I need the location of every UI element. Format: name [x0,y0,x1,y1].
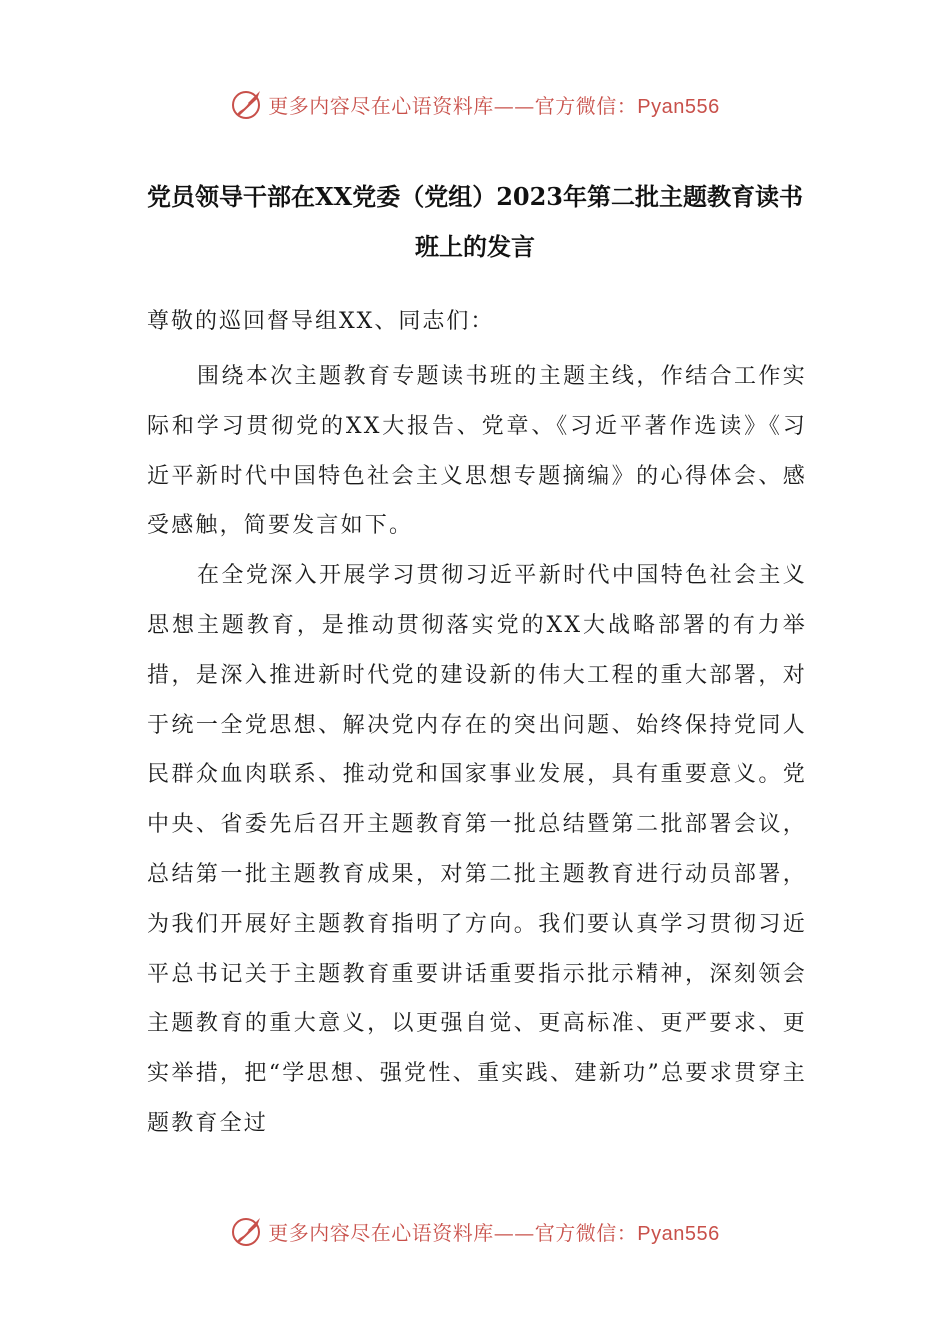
wechat-id: Pyan556 [637,95,720,118]
salutation: 尊敬的巡回督导组XX、同志们： [147,309,495,334]
paragraph: 在全党深入开展学习贯彻习近平新时代中国特色社会主义思想主题教育，是推动贯彻落实党的XX大战略部署的有力举措，是深入推进新时代党的建设新的伟大工程的重大部署，对于统一全党思想、解决党内存在的突出问题、始终保持党同人民群众血肉联系、推动党和国家事业发展，具有重要意义。党中央、省委先后召开主题教育第一批总结暨第二批部署会议，总结第一批主题教育成果，对第二批主题教育进行动员部署，为我们开展好主题教育指明了方向。我们要认真学习贯彻习近平总书记关于主题教育重要讲话重要指示批示精神，深刻领会主题教育的重大意义，以更强自觉、更高标准、更严要求、更实举措，把“学思想、强党性、重实践、建新功”总要求贯穿主题教育全过 [147,563,807,1136]
banner-text: 更多内容尽在心语资料库——官方微信：Pyan556 [268,93,720,118]
footer-banner [0,1211,950,1251]
paragraph: 围绕本次主题教育专题读书班的主题主线，作结合工作实际和学习贯彻党的XX大报告、党章、《习近平著作选读》《习近平新时代中国特色社会主义思想专题摘编》的心得体会、感受感触，简要发言如下。 [147,364,807,539]
quill-logo-icon [230,1214,264,1248]
header-banner [0,84,950,124]
quill-logo-icon [230,87,264,121]
banner-text: 更多内容尽在心语资料库——官方微信：Pyan556 [268,1220,720,1245]
wechat-id: Pyan556 [637,1222,720,1245]
document-title: 党员领导干部在XX党委（党组）2023年第二批主题教育读书班上的发言 [146,182,804,261]
document-body [147,352,807,1149]
